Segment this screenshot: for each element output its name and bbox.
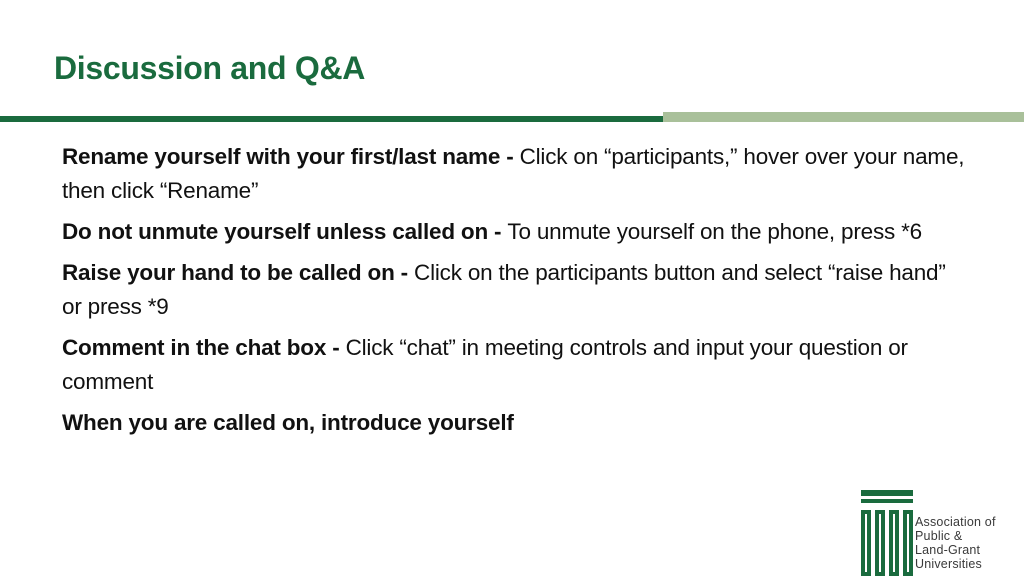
bullet-lead: Raise your hand to be called on - <box>62 260 415 285</box>
bullet-item-rename <box>62 140 967 208</box>
bullet-text: Click on “participants,” hover over your name, then click “Rename” <box>62 144 965 203</box>
logo-line: Universities <box>915 557 982 571</box>
bullet-item-raise-hand <box>62 256 967 324</box>
bullet-item-introduce <box>62 406 967 440</box>
bullet-lead: Rename yourself with your first/last name - <box>62 144 520 169</box>
bullet-item-unmute <box>62 215 967 249</box>
bullet-lead: Do not unmute yourself unless called on - <box>62 219 508 244</box>
logo-line: Association of <box>915 515 996 529</box>
bullet-list <box>62 140 967 447</box>
columns-logo-icon <box>859 490 913 576</box>
title-divider-light <box>663 112 1024 122</box>
bullet-lead: Comment in the chat box - <box>62 335 346 360</box>
bullet-text: Click on the participants button and select “raise hand” or press *9 <box>62 260 946 319</box>
aplu-logo <box>859 490 1024 576</box>
bullet-text: To unmute yourself on the phone, press *6 <box>507 219 922 244</box>
logo-line: Public & <box>915 529 963 543</box>
logo-wordmark <box>915 515 996 571</box>
slide-title: Discussion and Q&A <box>54 50 366 86</box>
bullet-lead: When you are called on, introduce yourself <box>62 410 514 435</box>
title-divider-dark <box>0 116 663 122</box>
bullet-item-chat <box>62 331 967 399</box>
bullet-text: Click “chat” in meeting controls and input your question or comment <box>62 335 908 394</box>
logo-line: Land-Grant <box>915 543 981 557</box>
